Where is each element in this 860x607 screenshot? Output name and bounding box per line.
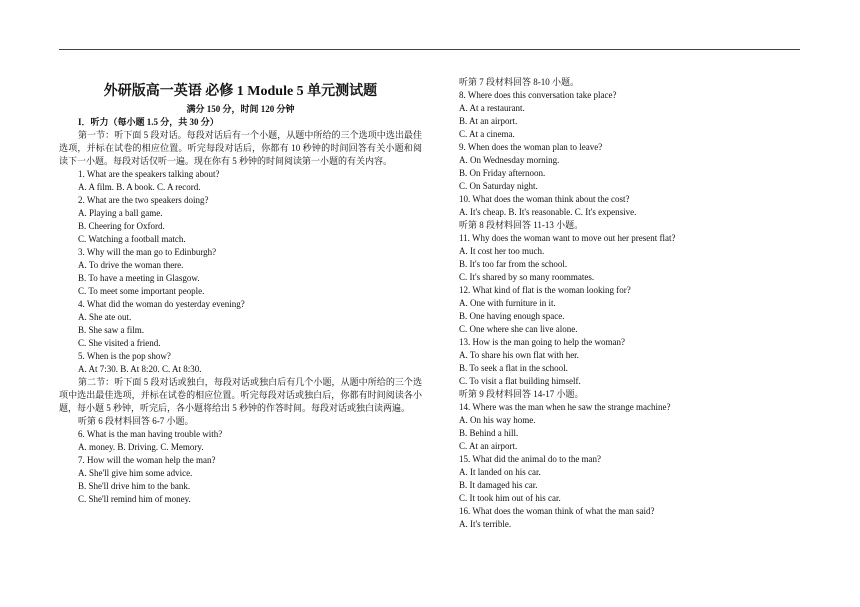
question-line: 11. Why does the woman want to move out her present flat? — [459, 233, 676, 243]
left-column — [59, 76, 422, 506]
header-rule — [59, 49, 800, 50]
question-line: 7. How will the woman help the man? — [78, 455, 216, 465]
question-line: C. One where she can live alone. — [459, 324, 578, 334]
question-line: B. To have a meeting in Glasgow. — [78, 273, 200, 283]
question-line: A. money. B. Driving. C. Memory. — [78, 442, 204, 452]
question-line: A. A film. B. A book. C. A record. — [78, 182, 201, 192]
question-line: C. At a cinema. — [459, 129, 515, 139]
question-line: C. On Saturday night. — [459, 181, 538, 191]
question-line: 10. What does the woman think about the cost? — [459, 194, 630, 204]
question-line: A. To share his own flat with her. — [459, 350, 579, 360]
question-line: A. It's cheap. B. It's reasonable. C. It's expensive. — [459, 207, 637, 217]
question-line: 3. Why will the man go to Edinburgh? — [78, 247, 217, 257]
question-line: A. At a restaurant. — [459, 103, 525, 113]
question-line: 13. How is the man going to help the woman? — [459, 337, 625, 347]
question-line: A. To drive the woman there. — [78, 260, 184, 270]
question-line: 4. What did the woman do yesterday evening? — [78, 299, 245, 309]
question-line: A. It's terrible. — [459, 519, 512, 529]
question-line: A. She ate out. — [78, 312, 132, 322]
question-line: A. It cost her too much. — [459, 246, 545, 256]
question-line: C. She visited a friend. — [78, 338, 161, 348]
question-line: C. Watching a football match. — [78, 234, 186, 244]
question-line: 14. Where was the man when he saw the strange machine? — [459, 402, 671, 412]
question-line: 12. What kind of flat is the woman looking for? — [459, 285, 631, 295]
question-line: A. At 7:30. B. At 8:20. C. At 8:30. — [78, 364, 202, 374]
question-line: A. On Wednesday morning. — [459, 155, 560, 165]
question-line: C. She'll remind him of money. — [78, 494, 191, 504]
question-line: 听第 8 段材料回答 11-13 小题。 — [459, 220, 584, 230]
question-line: A. Playing a ball game. — [78, 208, 163, 218]
page-title: 外研版高一英语 必修 1 Module 5 单元测试题 — [103, 84, 378, 99]
question-line: 1. What are the speakers talking about? — [78, 169, 220, 179]
question-list-6-7 — [59, 415, 422, 506]
page-subtitle: 满分 150 分，时间 120 分钟 — [186, 104, 295, 114]
part2-instructions: 第二节：听下面 5 段对话或独白，每段对话或独白后有几个小题，从题中所给的三个选项中选出最佳选项，并标在试卷的相应位置。听完每段对话或独白后，你都有时间阅读各小题，每小题 5 秒钟，听完后，各小题将给出 5 秒钟的作答时间。每段对话或独白读两遍。 — [59, 377, 422, 413]
question-line: A. It landed on his car. — [459, 467, 541, 477]
question-line: A. On his way home. — [459, 415, 536, 425]
question-line: B. Cheering for Oxford. — [78, 221, 165, 231]
question-line: 听第 6 段材料回答 6-7 小题。 — [78, 416, 194, 426]
question-line: B. One having enough space. — [459, 311, 565, 321]
question-line: B. She'll drive him to the bank. — [78, 481, 191, 491]
question-line: C. It's shared by so many roommates. — [459, 272, 595, 282]
question-line: 6. What is the man having trouble with? — [78, 429, 223, 439]
right-column — [459, 76, 804, 531]
question-line: 5. When is the pop show? — [78, 351, 171, 361]
question-line: B. It damaged his car. — [459, 480, 538, 490]
question-list-1-5 — [59, 168, 422, 376]
question-line: B. At an airport. — [459, 116, 518, 126]
question-line: A. She'll give him some advice. — [78, 468, 193, 478]
question-line: B. To seek a flat in the school. — [459, 363, 568, 373]
part1-instructions: 第一节：听下面 5 段对话。每段对话后有一个小题，从题中所给的三个选项中选出最佳选项，并标在试卷的相应位置。听完每段对话后，你都有 10 秒钟的时间回答有关小题和阅读下一小题。每段对话仅听一遍。现在你有 5 秒钟的时间阅读第一小题的有关内容。 — [59, 130, 422, 166]
question-line: 9. When does the woman plan to leave? — [459, 142, 603, 152]
question-line: C. To visit a flat building himself. — [459, 376, 581, 386]
question-line: 8. Where does this conversation take place? — [459, 90, 617, 100]
question-line: B. On Friday afternoon. — [459, 168, 546, 178]
question-line: B. Behind a hill. — [459, 428, 519, 438]
question-line: C. To meet some important people. — [78, 286, 205, 296]
question-line: 16. What does the woman think of what the man said? — [459, 506, 655, 516]
question-line: B. She saw a film. — [78, 325, 144, 335]
section-heading: I．听力（每小题 1.5 分，共 30 分） — [78, 117, 219, 127]
question-line: C. At an airport. — [459, 441, 518, 451]
question-line: 15. What did the animal do to the man? — [459, 454, 602, 464]
question-line: C. It took him out of his car. — [459, 493, 561, 503]
question-line: 听第 9 段材料回答 14-17 小题。 — [459, 389, 584, 399]
question-line: 2. What are the two speakers doing? — [78, 195, 209, 205]
question-line: A. One with furniture in it. — [459, 298, 556, 308]
question-line: B. It's too far from the school. — [459, 259, 568, 269]
question-line: 听第 7 段材料回答 8-10 小题。 — [459, 77, 579, 87]
